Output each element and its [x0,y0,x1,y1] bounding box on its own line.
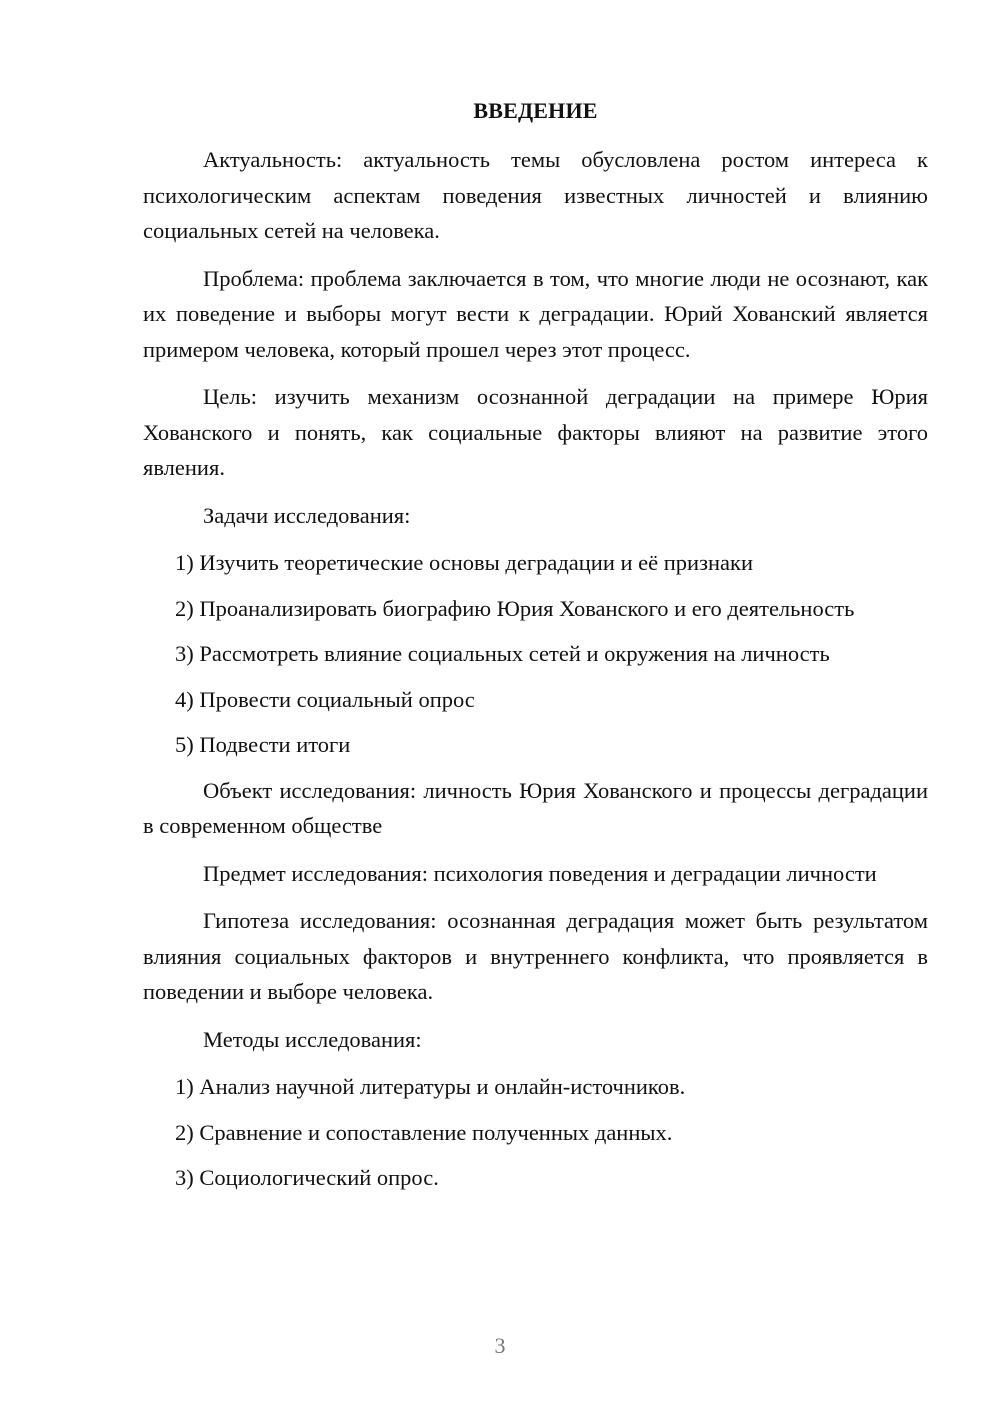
method-item-3: 3) Социологический опрос. [175,1165,439,1190]
methods-heading: Методы исследования: [203,1026,422,1052]
task-item-1: 1) Изучить теоретические основы деградации и её признаки [175,550,753,575]
problem-paragraph: Проблема: проблема заключается в том, что многие люди не осознают, как их поведение и выборы могут вести к деградации. Юрий Хованский является примером человека, который прошел через этот процесс. [143,265,928,362]
document-body [143,94,928,1206]
task-item-4: 4) Провести социальный опрос [175,686,475,712]
task-item-5: 5) Подвести итоги [175,732,351,757]
section-title: ВВЕДЕНИЕ [473,98,598,123]
task-item-3: 3) Рассмотреть влияние социальных сетей и окружения на личность [175,641,830,666]
goal-paragraph: Цель: изучить механизм осознанной деградации на примере Юрия Хованского и понять, как социальные факторы влияют на развитие этого явления. [143,384,928,480]
page-number: 3 [494,1333,506,1358]
subject-paragraph: Предмет исследования: психология поведения и деградации личности [203,860,877,886]
tasks-heading: Задачи исследования: [203,502,411,528]
relevance-paragraph: Актуальность: актуальность темы обусловлена ростом интереса к психологическим аспектам поведения известных личностей и влиянию социальных сетей на человека. [143,147,928,243]
task-item-2: 2) Проанализировать биографию Юрия Хованского и его деятельность [175,595,855,621]
hypothesis-paragraph: Гипотеза исследования: осознанная деградация может быть результатом влияния социальных факторов и внутреннего конфликта, что проявляется в поведении и выборе человека. [143,908,928,1004]
method-item-2: 2) Сравнение и сопоставление полученных данных. [175,1119,673,1145]
object-paragraph: Объект исследования: личность Юрия Хованского и процессы деградации в современном обществе [143,777,928,838]
method-item-1: 1) Анализ научной литературы и онлайн-источников. [175,1074,686,1099]
